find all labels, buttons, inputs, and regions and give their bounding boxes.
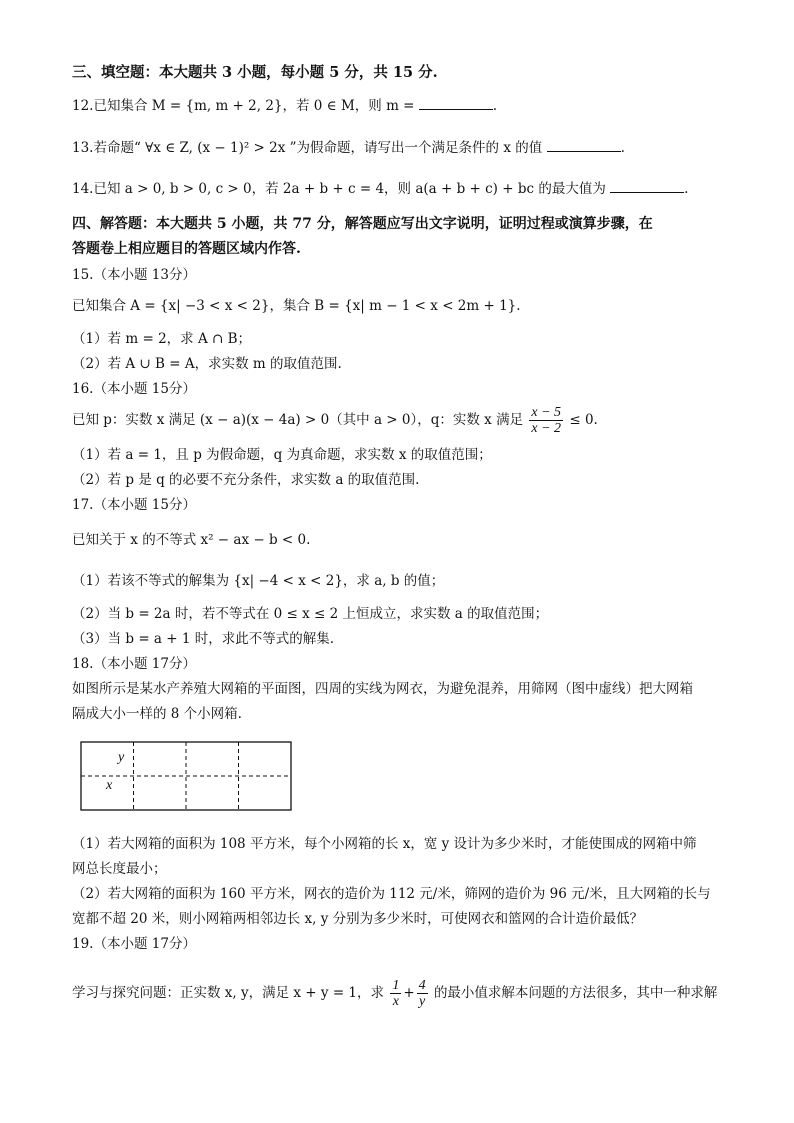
q19-frac1-num: 1 xyxy=(392,978,400,993)
q15-stem: 已知集合 A = {x| −3 < x < 2}，集合 B = {x| m − 1 < x < 2m + 1}. xyxy=(72,298,521,314)
q19-frac2-num: 4 xyxy=(418,978,426,993)
q14-answer-blank[interactable] xyxy=(610,180,684,193)
q18-stem-line1: 如图所示是某水产养殖大网箱的平面图，四周的实线为网衣，为避免混养，用筛网（图中虚线）把大网箱 xyxy=(72,681,693,697)
q12-text: 12.已知集合 M = {m, m + 2, 2}，若 0 ∈ M，则 m = xyxy=(72,98,415,114)
q18-header: 18.（本小题 17分） xyxy=(72,656,196,672)
section4-heading-line1: 四、解答题：本大题共 5 小题，共 77 分，解答题应写出文字说明，证明过程或演算步骤，在 xyxy=(72,216,653,232)
q19-fraction-1 xyxy=(390,978,401,1009)
q19-frac1-den: x xyxy=(392,994,399,1009)
q16-part2: （2）若 p 是 q 的必要不充分条件，求实数 a 的取值范围. xyxy=(72,472,420,488)
q18-part1-line2: 网总长度最小； xyxy=(72,861,167,877)
q14-text: 14.已知 a > 0, b > 0, c > 0，若 2a + b + c = 4，则 a(a + b + c) + bc 的最大值为 xyxy=(72,181,606,197)
q17-header: 17.（本小题 15分） xyxy=(72,497,196,513)
q18-part1-line1: （1）若大网箱的面积为 108 平方米，每个小网箱的长 x，宽 y 设计为多少米时，才能使围成的网箱中筛 xyxy=(72,836,697,852)
q17-part3: （3）当 b = a + 1 时，求此不等式的解集. xyxy=(72,631,335,647)
net-cage-figure xyxy=(80,741,294,813)
q15-part1: （1）若 m = 2，求 A ∩ B； xyxy=(72,331,252,347)
q15-part2: （2）若 A ∪ B = A，求实数 m 的取值范围. xyxy=(72,356,342,372)
q13-answer-blank[interactable] xyxy=(547,139,621,152)
q19-plus: + xyxy=(403,985,415,1001)
q16-fraction xyxy=(529,405,563,436)
q16-stem xyxy=(72,405,598,436)
q17-part1: （1）若该不等式的解集为 {x| −4 < x < 2}，求 a, b 的值； xyxy=(72,573,445,589)
q19-stem-b: 的最小值求解本问题的方法很多，其中一种求解 xyxy=(433,985,718,1001)
q13-text: 13.若命题“ ∀x ∈ Z, (x − 1)² > 2x ”为假命题，请写出一个满足条件的 x 的值 xyxy=(72,140,543,156)
question-12 xyxy=(72,97,497,115)
q19-header: 19.（本小题 17分） xyxy=(72,936,196,952)
question-14 xyxy=(72,180,688,198)
section4-heading-line2: 答题卷上相应题目的答题区域内作答. xyxy=(72,241,301,257)
q16-header: 16.（本小题 15分） xyxy=(72,381,196,397)
q19-frac2-den: y xyxy=(419,994,426,1009)
q18-stem-line2: 隔成大小一样的 8 个小网箱. xyxy=(72,706,242,722)
q18-part2-line1: （2）若大网箱的面积为 160 平方米，网衣的造价为 112 元/米，筛网的造价为 96 元/米，且大网箱的长与 xyxy=(72,886,711,902)
q17-stem: 已知关于 x 的不等式 x² − ax − b < 0. xyxy=(72,532,311,548)
label-x: x xyxy=(106,778,113,793)
q19-stem xyxy=(72,978,717,1009)
q16-frac-num: x − 5 xyxy=(531,405,562,420)
question-13 xyxy=(72,139,625,157)
q12-end: . xyxy=(492,98,498,114)
q15-header: 15.（本小题 13分） xyxy=(72,267,196,283)
q16-stem-b: ≤ 0. xyxy=(569,412,598,428)
q16-stem-a: 已知 p：实数 x 满足 (x − a)(x − 4a) > 0（其中 a > 0），q：实数 x 满足 xyxy=(72,412,524,428)
q12-answer-blank[interactable] xyxy=(419,97,493,110)
q16-part1: （1）若 a = 1，且 p 为假命题，q 为真命题，求实数 x 的取值范围； xyxy=(72,447,492,463)
q16-frac-den: x − 2 xyxy=(531,421,562,436)
q19-fraction-2 xyxy=(417,978,428,1009)
q17-part2: （2）当 b = 2a 时，若不等式在 0 ≤ x ≤ 2 上恒成立，求实数 a 的取值范围； xyxy=(72,606,549,622)
label-y: y xyxy=(118,750,125,765)
q18-part2-line2: 宽都不超 20 米，则小网箱两相邻边长 x, y 分别为多少米时，可使网衣和篮网的合计造价最低？ xyxy=(72,911,644,927)
q14-end: . xyxy=(684,181,689,197)
q19-stem-a: 学习与探究问题：正实数 x, y，满足 x + y = 1，求 xyxy=(72,985,385,1001)
q13-end: . xyxy=(620,140,625,156)
section3-heading: 三、填空题：本大题共 3 小题，每小题 5 分，共 15 分. xyxy=(72,64,438,81)
